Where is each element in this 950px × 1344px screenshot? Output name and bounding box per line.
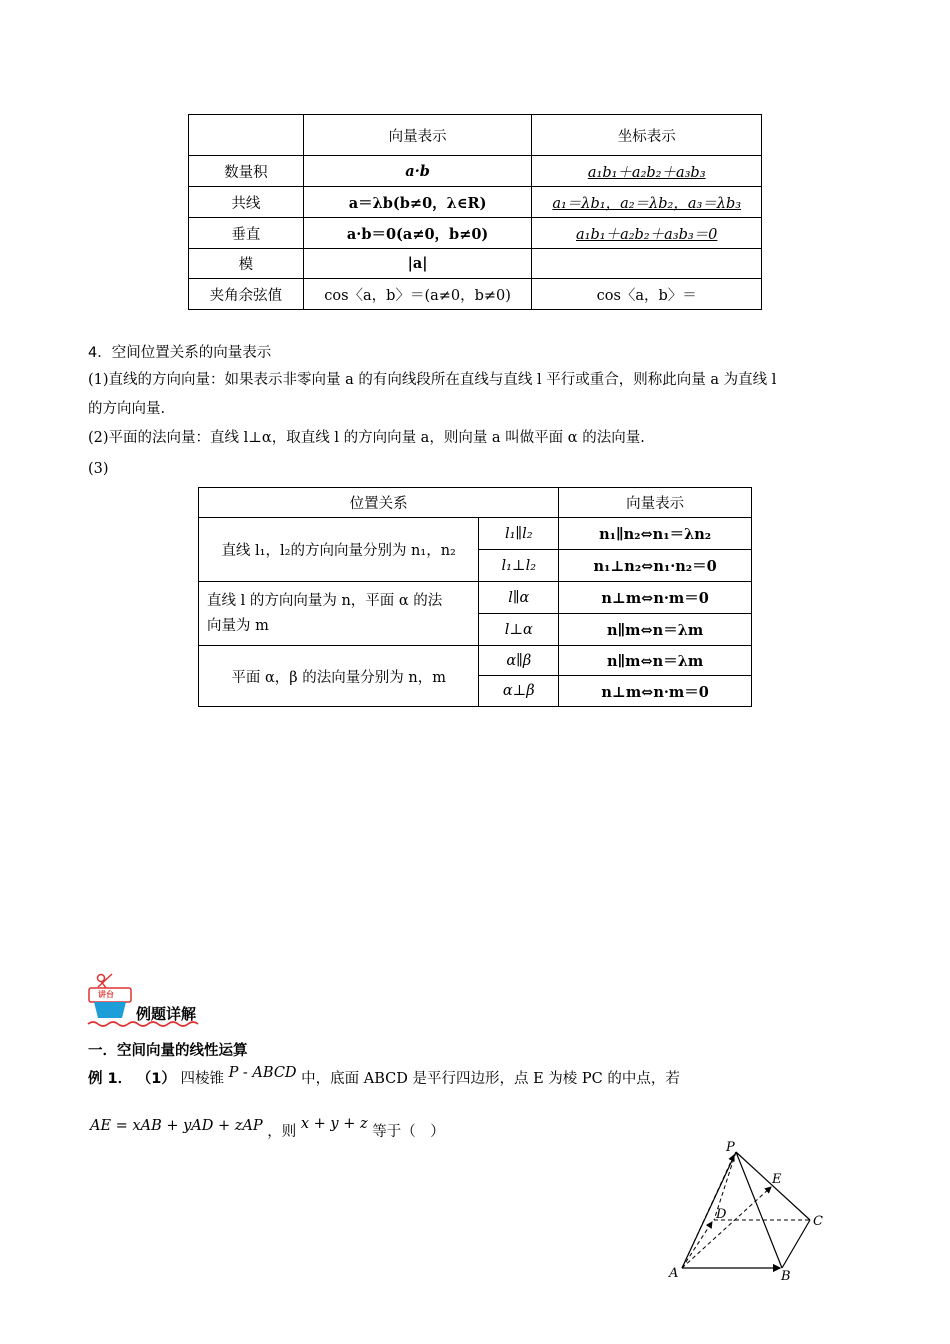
group-label-line-1: 直线 l 的方向向量为 n，平面 α 的法	[207, 592, 443, 609]
header-empty	[189, 115, 304, 156]
example-text-1: 四棱锥	[180, 1071, 224, 1087]
example-text-4: 等于（ ）	[372, 1124, 445, 1140]
row-vec: a＝λb(b≠0，λ∈R)	[303, 187, 532, 218]
row-coord: a₁b₁＋a₂b₂＋a₃b₃	[532, 156, 762, 187]
row-coord: a₁b₁＋a₂b₂＋a₃b₃＝0	[532, 218, 762, 249]
row-name: 数量积	[189, 156, 304, 187]
vector-cell: n⊥m⇔n·m＝0	[559, 582, 752, 614]
relation-cell: l⊥α	[479, 614, 559, 646]
banner-title: 例题详解	[136, 1005, 197, 1023]
label-E: E	[772, 1172, 782, 1187]
vector-cell: n∥m⇔n＝λm	[559, 614, 752, 646]
paragraph-1-line-2: 的方向向量.	[88, 401, 166, 417]
example-label: 例 1．	[88, 1071, 133, 1087]
section-4-title: 4．空间位置关系的向量表示	[88, 345, 272, 361]
relation-cell: l∥α	[479, 582, 559, 614]
group-label	[199, 582, 479, 646]
example-1-line-1	[88, 1065, 680, 1094]
row-coord: cos〈a，b〉＝	[532, 279, 762, 310]
vector-cell: n∥m⇔n＝λm	[559, 646, 752, 676]
relation-cell: l₁∥l₂	[479, 518, 559, 550]
label-D: D	[716, 1207, 727, 1222]
pyramid-figure	[660, 1138, 840, 1283]
row-name: 共线	[189, 187, 304, 218]
sum-expression: x + y + z	[300, 1116, 368, 1132]
label-C: C	[813, 1214, 823, 1229]
example-text-3: ，则	[267, 1124, 297, 1140]
header-vector: 向量表示	[303, 115, 532, 156]
header-relation: 位置关系	[199, 488, 559, 518]
banner-badge: 讲台	[98, 989, 114, 999]
vector-equation: AE = xAB + yAD + zAP	[90, 1118, 263, 1134]
row-name: 垂直	[189, 218, 304, 249]
edge-PB	[736, 1152, 782, 1268]
group-label: 直线 l₁，l₂的方向向量分别为 n₁，n₂	[199, 518, 479, 582]
section-one-title: 一．空间向量的线性运算	[88, 1043, 248, 1059]
row-coord: a₁＝λb₁，a₂＝λb₂，a₃＝λb₃	[532, 187, 762, 218]
pyramid-name: P - ABCD	[228, 1065, 297, 1081]
vector-AE	[682, 1187, 771, 1268]
row-vec: a·b＝0(a≠0，b≠0)	[303, 218, 532, 249]
vector-cell: n⊥m⇔n·m＝0	[559, 676, 752, 707]
vector-cell: n₁∥n₂⇔n₁＝λn₂	[559, 518, 752, 550]
row-name: 夹角余弦值	[189, 279, 304, 310]
row-vec: a·b	[303, 156, 532, 187]
paragraph-1-line-1: (1)直线的方向向量：如果表示非零向量 a 的有向线段所在直线与直线 l 平行或重合，则称此向量 a 为直线 l	[88, 372, 777, 388]
relation-cell: α∥β	[479, 646, 559, 676]
row-vec: |a|	[303, 249, 532, 279]
row-name: 模	[189, 249, 304, 279]
label-A: A	[669, 1266, 679, 1281]
relation-cell: l₁⊥l₂	[479, 550, 559, 582]
example-part: （1）	[136, 1071, 176, 1087]
example-text-2: 中，底面 ABCD 是平行四边形，点 E 为棱 PC 的中点，若	[301, 1071, 680, 1087]
header-vector: 向量表示	[559, 488, 752, 518]
position-relations-table	[198, 487, 752, 707]
label-P: P	[726, 1140, 735, 1155]
vector-cell: n₁⊥n₂⇔n₁·n₂＝0	[559, 550, 752, 582]
group-label: 平面 α，β 的法向量分别为 n，m	[199, 646, 479, 707]
label-B: B	[781, 1269, 791, 1283]
paragraph-3: (3)	[88, 461, 109, 477]
relation-cell: α⊥β	[479, 676, 559, 707]
example-1-line-2	[90, 1118, 445, 1147]
vector-AD	[682, 1222, 712, 1268]
row-coord	[532, 249, 762, 279]
paragraph-2: (2)平面的法向量：直线 l⊥α，取直线 l 的方向向量 a，则向量 a 叫做平面 α 的法向量.	[88, 430, 645, 446]
edge-CB	[782, 1220, 810, 1268]
example-banner	[86, 970, 216, 1028]
header-coord: 坐标表示	[532, 115, 762, 156]
row-vec: cos〈a，b〉＝(a≠0，b≠0)	[303, 279, 532, 310]
group-label-line-2: 向量为 m	[207, 617, 269, 634]
vector-ops-table	[188, 114, 762, 310]
